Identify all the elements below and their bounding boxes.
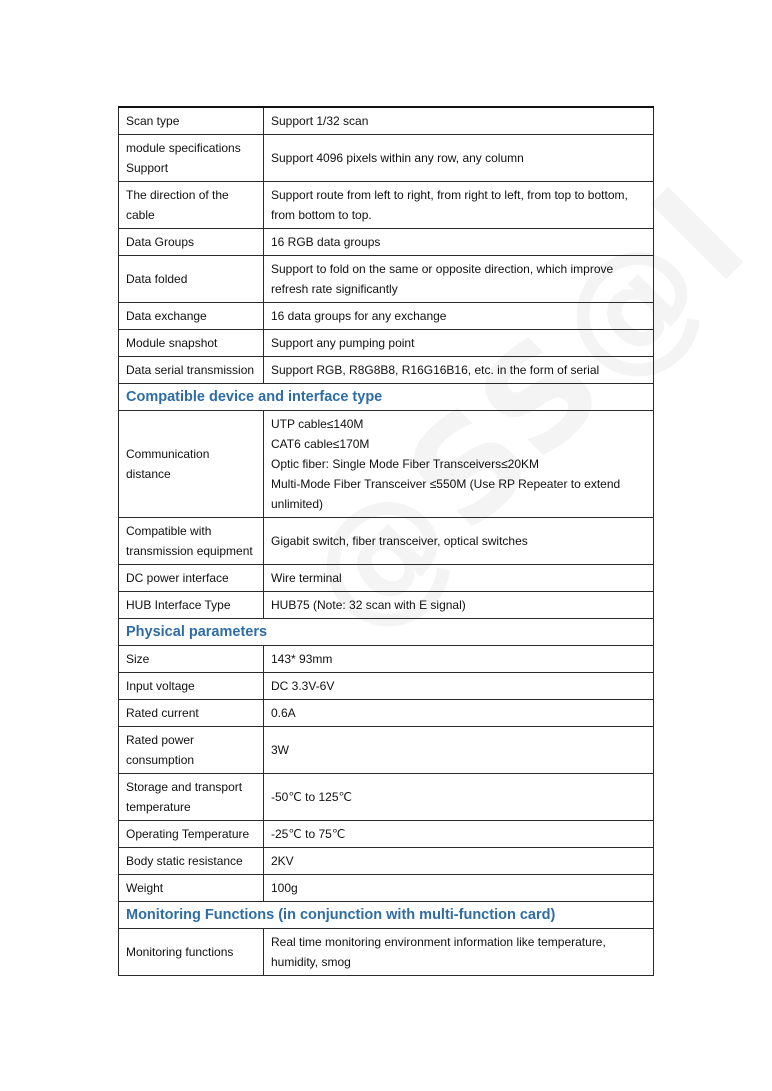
row-value: 16 RGB data groups [264,229,654,256]
row-label: Communication distance [119,411,264,518]
section-row [119,902,654,929]
table-row [119,229,654,256]
table-row [119,411,654,518]
table-row [119,727,654,774]
spec-table [118,106,654,976]
row-label: Weight [119,875,264,902]
row-label: Monitoring functions [119,929,264,976]
row-value: Wire terminal [264,565,654,592]
row-value: 16 data groups for any exchange [264,303,654,330]
row-label: HUB Interface Type [119,592,264,619]
row-label: DC power interface [119,565,264,592]
table-row [119,673,654,700]
row-value: Support to fold on the same or opposite direction, which improve refresh rate significantly [264,256,654,303]
row-value: 3W [264,727,654,774]
table-row [119,107,654,135]
row-label: Module snapshot [119,330,264,357]
row-label: Scan type [119,107,264,135]
table-row [119,330,654,357]
row-label: Data folded [119,256,264,303]
row-value: Real time monitoring environment information like temperature, humidity, smog [264,929,654,976]
section-row [119,619,654,646]
comm-line: UTP cable≤140M [271,417,364,431]
table-row [119,565,654,592]
row-value: HUB75 (Note: 32 scan with E signal) [264,592,654,619]
section-heading-compatible: Compatible device and interface type [119,384,654,411]
row-label: Input voltage [119,673,264,700]
row-value: -50℃ to 125℃ [264,774,654,821]
row-label: Compatible with transmission equipment [119,518,264,565]
table-row [119,821,654,848]
row-label: The direction of the cable [119,182,264,229]
table-row [119,848,654,875]
table-row [119,646,654,673]
row-label: Size [119,646,264,673]
row-value: Support any pumping point [264,330,654,357]
row-label: Body static resistance [119,848,264,875]
row-value [264,411,654,518]
row-label: Rated current [119,700,264,727]
table-row [119,357,654,384]
section-row [119,384,654,411]
row-value: Support RGB, R8G8B8, R16G16B16, etc. in the form of serial [264,357,654,384]
table-row [119,774,654,821]
row-value: Support 4096 pixels within any row, any column [264,135,654,182]
table-row [119,182,654,229]
row-value: Support route from left to right, from right to left, from top to bottom, from bottom to top. [264,182,654,229]
row-value: -25℃ to 75℃ [264,821,654,848]
row-label: Rated power consumption [119,727,264,774]
row-value: 143* 93mm [264,646,654,673]
comm-line: Multi-Mode Fiber Transceiver ≤550M (Use RP Repeater to extend unlimited) [271,477,621,511]
row-value: 100g [264,875,654,902]
table-row [119,929,654,976]
table-row [119,135,654,182]
row-label: Storage and transport temperature [119,774,264,821]
table-row [119,303,654,330]
row-value: Support 1/32 scan [264,107,654,135]
row-value: 2KV [264,848,654,875]
row-value: Gigabit switch, fiber transceiver, optical switches [264,518,654,565]
section-heading-physical: Physical parameters [119,619,654,646]
row-label: module specifications Support [119,135,264,182]
row-label: Operating Temperature [119,821,264,848]
comm-line: CAT6 cable≤170M [271,437,370,451]
section-heading-monitoring: Monitoring Functions (in conjunction with multi-function card) [119,902,654,929]
table-row [119,875,654,902]
row-label: Data Groups [119,229,264,256]
table-row [119,592,654,619]
row-label: Data exchange [119,303,264,330]
row-value: 0.6A [264,700,654,727]
table-row [119,518,654,565]
row-value: DC 3.3V-6V [264,673,654,700]
comm-line: Optic fiber: Single Mode Fiber Transceivers≤20KM [271,457,540,471]
row-label: Data serial transmission [119,357,264,384]
table-row [119,700,654,727]
table-row [119,256,654,303]
